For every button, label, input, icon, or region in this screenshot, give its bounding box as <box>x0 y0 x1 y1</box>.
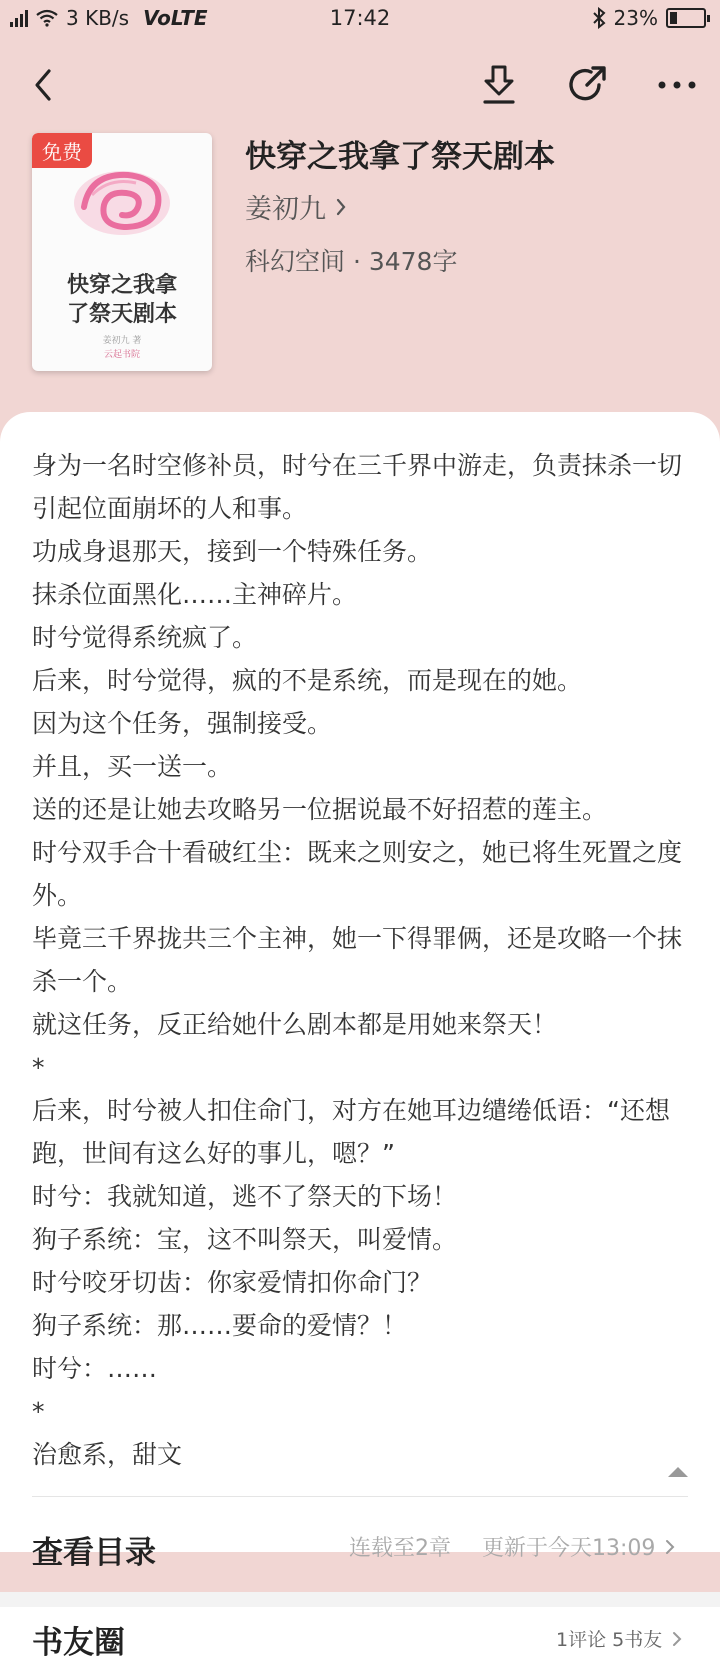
synopsis-line: * <box>32 1053 45 1082</box>
book-title: 快穿之我拿了祭天剧本 <box>245 139 555 175</box>
status-right <box>592 6 706 30</box>
author-name: 姜初九 <box>245 194 326 225</box>
cover-swirl-art <box>70 165 174 245</box>
toc-update-link[interactable] <box>482 1531 675 1562</box>
more-button[interactable] <box>652 60 702 110</box>
synopsis-line: 时兮觉得系统疯了。 <box>32 623 258 652</box>
bluetooth-icon <box>592 7 606 29</box>
toc-update-time: 更新于今天13:09 <box>482 1536 656 1561</box>
synopsis-line: 功成身退那天，接到一个特殊任务。 <box>32 537 433 566</box>
chevron-right-icon <box>672 1631 682 1647</box>
cover-author: 姜初九 著 <box>102 336 142 346</box>
toc-title[interactable]: 查看目录 <box>32 1535 156 1571</box>
cover-title <box>32 271 212 329</box>
volte-label: VoLTE <box>143 6 208 30</box>
network-speed: 3 KB/s <box>66 6 130 30</box>
synopsis-line: 狗子系统：那……要命的爱情？！ <box>32 1311 408 1340</box>
synopsis-line: 后来，时兮觉得，疯的不是系统，而是现在的她。 <box>32 666 583 695</box>
divider <box>32 1496 688 1497</box>
synopsis-line: 送的还是让她去攻略另一位据说最不好招惹的莲主。 <box>32 795 608 824</box>
collapse-triangle-icon[interactable] <box>668 1465 688 1477</box>
chevron-left-icon <box>32 68 54 102</box>
status-bar <box>0 0 720 40</box>
download-icon <box>479 63 519 107</box>
book-circle-stats: 1评论 5书友 <box>556 1629 663 1651</box>
synopsis-line: 时兮双手合十看破红尘：既来之则安之，她已将生死置之度外。 <box>32 838 683 910</box>
back-button[interactable] <box>18 60 68 110</box>
synopsis-line: 时兮咬牙切齿：你家爱情扣你命门？ <box>32 1268 433 1297</box>
book-circle-title[interactable]: 书友圈 <box>32 1625 125 1661</box>
chevron-right-icon <box>336 198 346 216</box>
book-cover[interactable] <box>32 133 212 371</box>
share-button[interactable] <box>562 60 612 110</box>
book-circle-stats-link[interactable] <box>556 1625 682 1652</box>
nav-bar <box>0 50 720 120</box>
author-link[interactable] <box>245 187 346 226</box>
cover-title-text: 快穿之我拿了祭天剧本 <box>66 272 177 327</box>
book-meta: 科幻空间 · 3478字 <box>245 247 458 276</box>
toc-serial-status: 连载至2章 <box>349 1536 451 1561</box>
synopsis-line: 狗子系统：宝，这不叫祭天，叫爱情。 <box>32 1225 458 1254</box>
synopsis-line: 后来，时兮被人扣住命门，对方在她耳边缱绻低语：“还想跑，世间有这么好的事儿，嗯？” <box>32 1096 670 1168</box>
synopsis-line: 身为一名时空修补员，时兮在三千界中游走，负责抹杀一切引起位面崩坏的人和事。 <box>32 451 683 523</box>
cover-publisher: 云起书院 <box>103 350 140 360</box>
share-icon <box>565 63 609 107</box>
download-button[interactable] <box>474 60 524 110</box>
synopsis-line: * <box>32 1397 45 1426</box>
synopsis-line: 时兮：…… <box>32 1354 158 1383</box>
free-badge: 免费 <box>32 133 92 168</box>
synopsis-line: 治愈系，甜文 <box>32 1440 183 1469</box>
detail-card <box>0 412 720 1571</box>
section-gap <box>0 1592 720 1607</box>
synopsis-line: 毕竟三千界拢共三个主神，她一下得罪俩，还是攻略一个抹杀一个。 <box>32 924 683 996</box>
battery-icon <box>666 8 706 28</box>
battery-percent: 23% <box>613 6 658 30</box>
synopsis-line: 就这任务，反正给她什么剧本都是用她来祭天！ <box>32 1010 558 1039</box>
synopsis <box>32 444 690 1476</box>
synopsis-line: 并且，买一送一。 <box>32 752 233 781</box>
chevron-right-icon <box>665 1539 675 1555</box>
book-circle-section <box>0 1607 720 1679</box>
synopsis-line: 时兮：我就知道，逃不了祭天的下场！ <box>32 1182 458 1211</box>
synopsis-line: 因为这个任务，强制接受。 <box>32 709 333 738</box>
status-time: 17:42 <box>329 6 391 30</box>
more-icon <box>657 80 697 90</box>
synopsis-line: 抹杀位面黑化……主神碎片。 <box>32 580 358 609</box>
battery-fill <box>670 12 677 24</box>
